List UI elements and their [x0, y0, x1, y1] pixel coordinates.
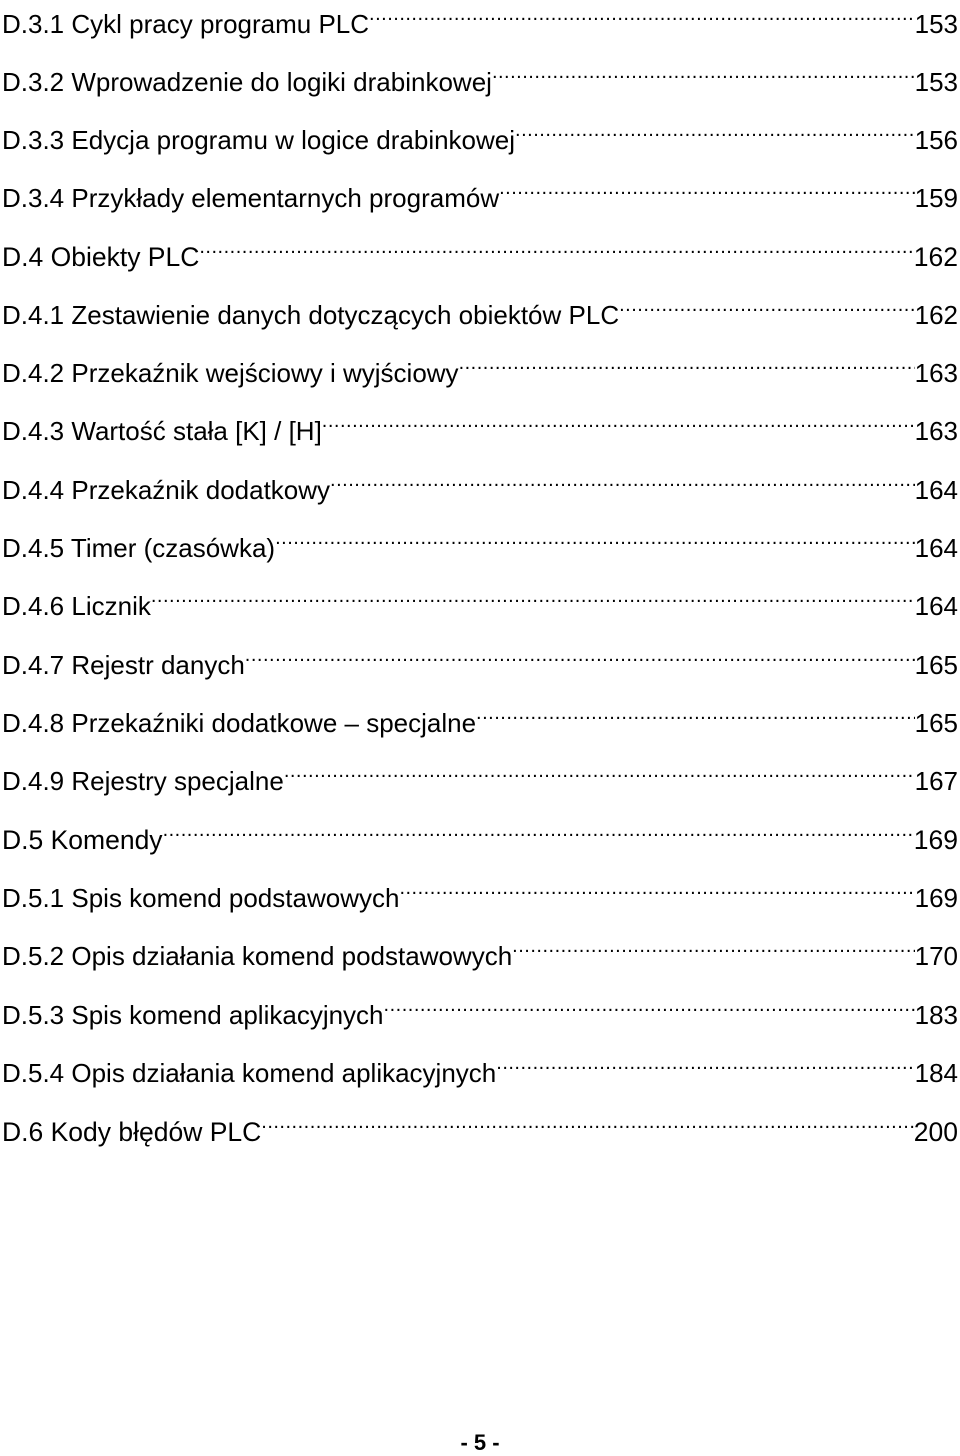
toc-entry-page: 165 — [914, 650, 958, 680]
toc-entry-title: D.5.2 Opis działania komend podstawowych — [2, 941, 513, 971]
toc-entry[interactable] — [2, 575, 958, 621]
toc-entry-title: D.4.8 Przekaźniki dodatkowe – specjalne — [2, 708, 477, 738]
toc-entry[interactable] — [2, 692, 958, 738]
toc-entry[interactable] — [2, 167, 958, 213]
toc-entry[interactable] — [2, 342, 958, 388]
toc-dot-leader — [399, 867, 914, 907]
toc-dot-leader — [199, 226, 913, 266]
toc-entry-title: D.5 Komendy — [2, 825, 163, 855]
toc-dot-leader — [322, 400, 915, 440]
toc-entry-title: D.4.2 Przekaźnik wejściowy i wyjściowy — [2, 358, 459, 388]
toc-entry[interactable] — [2, 400, 958, 446]
toc-dot-leader — [496, 1042, 914, 1082]
toc-entry-page: 159 — [914, 183, 958, 213]
toc-dot-leader — [512, 925, 914, 965]
toc-dot-leader — [275, 517, 915, 557]
toc-entry-page: 167 — [914, 766, 958, 796]
toc-entry-title: D.5.1 Spis komend podstawowych — [2, 883, 400, 913]
toc-entry-page: 164 — [914, 591, 958, 621]
toc-entry[interactable] — [2, 750, 958, 796]
toc-entry-title: D.3.3 Edycja programu w logice drabinkowej — [2, 125, 516, 155]
toc-entry-title: D.4 Obiekty PLC — [2, 242, 200, 272]
toc-entry[interactable] — [2, 517, 958, 563]
toc-dot-leader — [492, 51, 915, 91]
toc-dot-leader — [459, 342, 915, 382]
toc-entry[interactable] — [2, 925, 958, 971]
toc-entry[interactable] — [2, 809, 958, 855]
toc-entry[interactable] — [2, 0, 958, 39]
toc-dot-leader — [476, 692, 915, 732]
toc-entry[interactable] — [2, 459, 958, 505]
toc-entry-page: 184 — [914, 1058, 958, 1088]
toc-entry-title: D.4.7 Rejestr danych — [2, 650, 245, 680]
toc-dot-leader — [330, 459, 915, 499]
toc-entry-page: 163 — [914, 416, 958, 446]
toc-dot-leader — [163, 809, 914, 849]
toc-entry-page: 183 — [914, 1000, 958, 1030]
toc-entry-page: 164 — [914, 475, 958, 505]
toc-entry-page: 170 — [914, 941, 958, 971]
page-number: - 5 - — [460, 1430, 500, 1455]
toc-dot-leader — [515, 109, 915, 149]
toc-entry-title: D.3.4 Przykłady elementarnych programów — [2, 183, 500, 213]
toc-entry[interactable] — [2, 284, 958, 330]
toc-entry-title: D.3.2 Wprowadzenie do logiki drabinkowej — [2, 67, 492, 97]
toc-entry-page: 164 — [914, 533, 958, 563]
toc-entry-title: D.4.3 Wartość stała [K] / [H] — [2, 416, 322, 446]
toc-entry-title: D.5.4 Opis działania komend aplikacyjnych — [2, 1058, 497, 1088]
toc-entry[interactable] — [2, 226, 958, 272]
toc-entry[interactable] — [2, 51, 958, 97]
toc-entry-title: D.6 Kody błędów PLC — [2, 1117, 262, 1147]
toc-entry[interactable] — [2, 984, 958, 1030]
toc-entry-page: 162 — [913, 242, 958, 272]
toc-entry-page: 200 — [913, 1117, 958, 1147]
toc-entry[interactable] — [2, 867, 958, 913]
toc-dot-leader — [284, 750, 915, 790]
toc-dot-leader — [261, 1101, 914, 1141]
toc-entry[interactable] — [2, 1101, 958, 1147]
toc-dot-leader — [151, 575, 915, 615]
toc-dot-leader — [245, 634, 915, 674]
toc-dot-leader — [369, 0, 915, 33]
toc-entry-page: 163 — [914, 358, 958, 388]
toc-dot-leader — [499, 167, 915, 207]
toc-entry[interactable] — [2, 109, 958, 155]
toc-entry-page: 153 — [914, 9, 958, 39]
toc-entry-page: 162 — [914, 300, 958, 330]
toc-entry[interactable] — [2, 1042, 958, 1088]
toc-entry-title: D.4.4 Przekaźnik dodatkowy — [2, 475, 331, 505]
toc-entry-title: D.4.9 Rejestry specjalne — [2, 766, 284, 796]
toc-entry-title: D.4.6 Licznik — [2, 591, 151, 621]
toc-entry[interactable] — [2, 634, 958, 680]
toc-dot-leader — [619, 284, 915, 324]
toc-entry-page: 165 — [914, 708, 958, 738]
toc-entry-title: D.5.3 Spis komend aplikacyjnych — [2, 1000, 384, 1030]
toc-entry-title: D.3.1 Cykl pracy programu PLC — [2, 9, 370, 39]
toc-entry-page: 156 — [914, 125, 958, 155]
toc-dot-leader — [384, 984, 915, 1024]
toc-entry-page: 153 — [914, 67, 958, 97]
toc-entry-title: D.4.1 Zestawienie danych dotyczących obiektów PLC — [2, 300, 620, 330]
toc-entry-page: 169 — [913, 825, 958, 855]
toc-entry-title: D.4.5 Timer (czasówka) — [2, 533, 276, 563]
toc-entry-page: 169 — [914, 883, 958, 913]
